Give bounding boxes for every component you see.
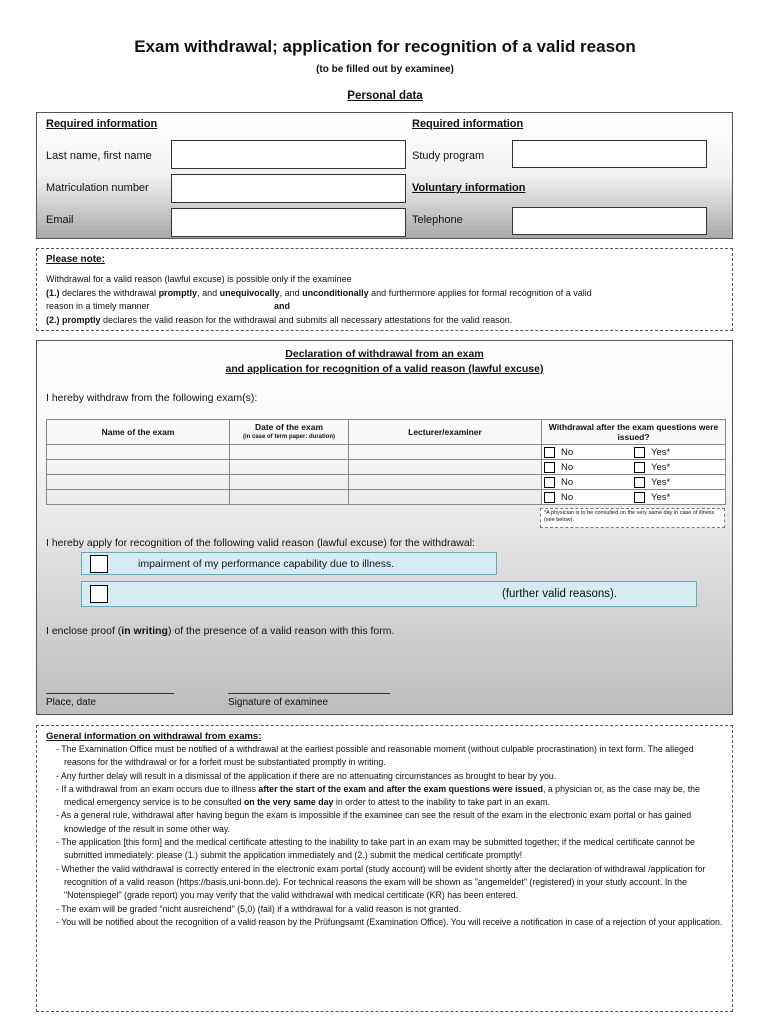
place-date-label: Place, date — [46, 697, 97, 708]
lecturer-cell[interactable] — [349, 490, 542, 505]
exam-date-cell[interactable] — [230, 475, 349, 490]
physician-footnote: *A physician is to be consulted on the very same day in case of illness (see below). — [540, 508, 725, 528]
no-checkbox[interactable] — [544, 477, 555, 488]
page-subtitle: (to be filled out by examinee) — [316, 64, 454, 75]
no-checkbox[interactable] — [544, 462, 555, 473]
lecturer-cell[interactable] — [349, 475, 542, 490]
exam-date-cell[interactable] — [230, 490, 349, 505]
apply-text: I hereby apply for recognition of the following valid reason (lawful excuse) for the withdrawal: — [46, 537, 475, 549]
declaration-heading-1: Declaration of withdrawal from an exam — [285, 348, 484, 360]
declaration-heading-2: and application for recognition of a valid reason (lawful excuse) — [225, 363, 544, 375]
page-title: Exam withdrawal; application for recognition of a valid reason — [134, 37, 636, 56]
general-info-heading: General information on withdrawal from exams: — [46, 731, 262, 742]
required-info-left-heading: Required information — [46, 118, 158, 130]
please-note-text: Withdrawal for a valid reason (lawful excuse) is possible only if the examinee (1.) declares the withdrawal promptly, and unequivocally, and unconditionally and furthermore applies for formal recognition of a valid reason in a timely manner and (2.) promptly declares the valid reason for the withdrawal and submits all necessary attestations for the valid reason. — [46, 274, 592, 325]
reason-illness-label: impairment of my performance capability due to illness. — [138, 558, 395, 570]
illness-checkbox[interactable] — [90, 555, 108, 573]
exam-name-cell[interactable] — [47, 460, 230, 475]
list-item: - If a withdrawal from an exam occurs due to illness after the start of the exam and after the exam questions were issued, a physician or, as the case may be, the medical emergency service is to be consulted on the very same day in order to attest to the inability to take part in an exam. — [44, 783, 724, 810]
exam-date-cell[interactable] — [230, 445, 349, 460]
col-lecturer: Lecturer/examiner — [349, 420, 542, 445]
study-program-field[interactable] — [512, 140, 707, 168]
reason-other-option[interactable] — [81, 581, 697, 607]
exam-table — [46, 419, 726, 505]
list-item: - Any further delay will result in a dismissal of the application if there are no attenuating circumstances as brought to bear by you. — [44, 770, 724, 783]
required-info-right-heading: Required information — [412, 118, 524, 130]
enclose-proof-text: I enclose proof (in writing) of the presence of a valid reason with this form. — [46, 625, 395, 637]
other-reason-checkbox[interactable] — [90, 585, 108, 603]
telephone-field[interactable] — [512, 207, 707, 235]
table-row: No Yes* — [47, 445, 726, 460]
matriculation-label: Matriculation number — [46, 182, 149, 194]
general-info-list — [44, 743, 724, 929]
lecturer-cell[interactable] — [349, 460, 542, 475]
yes-checkbox[interactable] — [634, 492, 645, 503]
lecturer-cell[interactable] — [349, 445, 542, 460]
yes-checkbox[interactable] — [634, 447, 645, 458]
yes-checkbox[interactable] — [634, 477, 645, 488]
email-label: Email — [46, 214, 74, 226]
exam-date-cell[interactable] — [230, 460, 349, 475]
personal-data-heading: Personal data — [347, 90, 423, 102]
list-item: - You will be notified about the recognition of a valid reason by the Prüfungsamt (Examination Office). You will receive a notification in case of a rejection of your application. — [44, 916, 724, 929]
signature-label: Signature of examinee — [228, 697, 329, 708]
list-item: - The exam will be graded "nicht ausreichend" (5,0) (fail) if a withdrawal for a valid reason is not granted. — [44, 903, 724, 916]
no-checkbox[interactable] — [544, 492, 555, 503]
voluntary-info-heading: Voluntary information — [412, 182, 526, 194]
last-name-field[interactable] — [171, 140, 406, 169]
exam-name-cell[interactable] — [47, 490, 230, 505]
exam-name-cell[interactable] — [47, 445, 230, 460]
list-item: - The application [this form] and the medical certificate attesting to the inability to take part in an exam may be submitted together; if the medical certificate cannot be submitted immediately: please (1.) submit the application immediately and (2.) submit the medical certificate promptly! — [44, 836, 724, 863]
list-item: - As a general rule, withdrawal after having begun the exam is impossible if the examinee can see the result of the exam in the electronic exam portal or has gained knowledge of the result in some other way. — [44, 809, 724, 836]
please-note-heading: Please note: — [46, 254, 105, 265]
matriculation-field[interactable] — [171, 174, 406, 203]
col-exam-name: Name of the exam — [47, 420, 230, 445]
last-name-label: Last name, first name — [46, 150, 152, 162]
study-program-label: Study program — [412, 150, 485, 162]
table-row: No Yes* — [47, 490, 726, 505]
exam-name-cell[interactable] — [47, 475, 230, 490]
col-exam-date: Date of the exam (in case of term paper: duration) — [230, 420, 349, 445]
telephone-label: Telephone — [412, 214, 463, 226]
list-item: - Whether the valid withdrawal is correctly entered in the electronic exam portal (study account) will be evident shortly after the declaration of withdrawal /application for recognition of a valid reason (https://basis.uni-bonn.de). For technical reasons the exam will be shown as "angemeldet" (registered) in your study account. In the "Notenspiegel" (grade report) you may verify that the valid withdrawal with medical certificate (KR) has been entered. — [44, 863, 724, 903]
col-withdrawal-after: Withdrawal after the exam questions were issued? — [542, 420, 726, 445]
yes-checkbox[interactable] — [634, 462, 645, 473]
table-row: No Yes* — [47, 475, 726, 490]
list-item: - The Examination Office must be notified of a withdrawal at the earliest possible and reasonable moment (without culpable procrastination) in text form. The alleged reasons for the withdrawal or for a forfeit must be substantiated promptly in writing. — [44, 743, 724, 770]
reason-other-label: (further valid reasons). — [502, 588, 618, 600]
reason-illness-option[interactable] — [81, 552, 497, 575]
withdraw-text: I hereby withdraw from the following exam(s): — [46, 392, 258, 404]
table-row: No Yes* — [47, 460, 726, 475]
place-date-line[interactable] — [46, 693, 174, 694]
signature-line[interactable] — [228, 693, 390, 694]
email-field[interactable] — [171, 208, 406, 237]
no-checkbox[interactable] — [544, 447, 555, 458]
